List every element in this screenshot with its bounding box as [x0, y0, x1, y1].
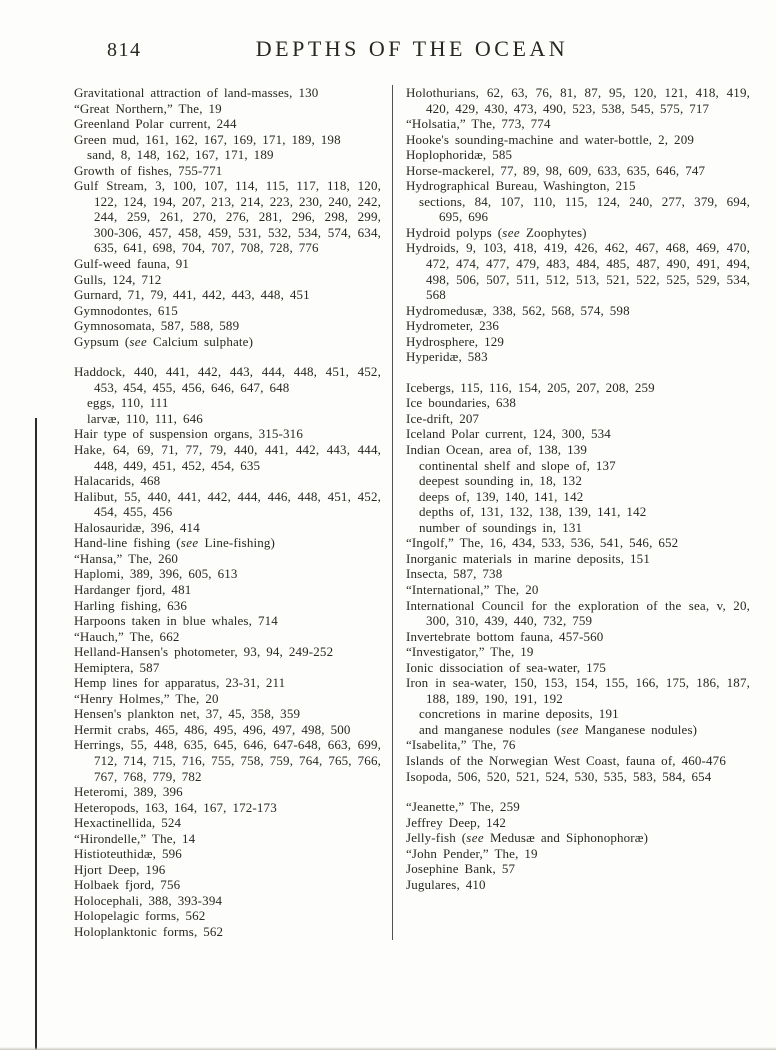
- index-column-left: [74, 85, 392, 940]
- index-entry: Holoplanktonic forms, 562: [74, 923, 224, 939]
- index-entry: Harling fishing, 636: [74, 597, 188, 613]
- index-entry: Isopoda, 506, 520, 521, 524, 530, 535, 583, 584, 654: [406, 768, 712, 784]
- index-subentry: and manganese nodules (see Manganese nodules): [419, 721, 698, 737]
- index-entry: Gulf-weed fauna, 91: [74, 256, 190, 272]
- index-subentry: number of soundings in, 131: [419, 519, 583, 535]
- index-entry: Jeffrey Deep, 142: [406, 814, 507, 830]
- index-entry: Halosauridæ, 396, 414: [74, 519, 200, 535]
- index-entry: “John Pender,” The, 19: [406, 845, 538, 861]
- index-entry: Halibut, 55, 440, 441, 442, 444, 446, 448, 451, 452, 454, 455, 456: [74, 488, 381, 520]
- index-entry: “Hirondelle,” The, 14: [74, 830, 196, 846]
- index-subentry: concretions in marine deposits, 191: [419, 706, 619, 722]
- index-entry: Jugulares, 410: [406, 876, 486, 892]
- index-entry: Helland-Hansen's photometer, 93, 94, 249-252: [74, 644, 334, 660]
- index-entry: Horse-mackerel, 77, 89, 98, 609, 633, 635, 646, 747: [406, 162, 706, 178]
- index-entry: Holocephali, 388, 393-394: [74, 892, 223, 908]
- index-entry: “Hauch,” The, 662: [74, 628, 180, 644]
- index-entry: Holothurians, 62, 63, 76, 81, 87, 95, 120, 121, 418, 419, 420, 429, 430, 473, 490, 523, 538, 545, 575, 717: [406, 85, 750, 116]
- index-subentry: deepest sounding in, 18, 132: [419, 473, 582, 489]
- index-subentry: deeps of, 139, 140, 141, 142: [419, 488, 584, 504]
- index-entry: Hake, 64, 69, 71, 77, 79, 440, 441, 442, 443, 444, 448, 449, 451, 452, 454, 635: [74, 442, 381, 473]
- index-entry: Hooke's sounding-machine and water-bottle, 2, 209: [406, 131, 695, 147]
- index-entry: Hydrosphere, 129: [406, 333, 505, 349]
- index-entry: Heteropods, 163, 164, 167, 172-173: [74, 799, 277, 815]
- index-entry: “Holsatia,” The, 773, 774: [406, 116, 551, 132]
- index-entry: Hand-line fishing (see Line-fishing): [74, 535, 276, 551]
- index-subentry: eggs, 110, 111: [87, 395, 169, 411]
- index-subentry: sections, 84, 107, 110, 115, 124, 240, 277, 379, 694, 695, 696: [419, 193, 750, 225]
- index-entry: “Jeanette,” The, 259: [406, 799, 520, 815]
- page-number: 814: [107, 39, 142, 61]
- index-entry: Hjort Deep, 196: [74, 861, 166, 877]
- page-header: [74, 36, 750, 68]
- index-subentry: continental shelf and slope of, 137: [419, 457, 616, 473]
- index-entry: Indian Ocean, area of, 138, 139: [406, 442, 588, 458]
- index-entry: Ice boundaries, 638: [406, 395, 517, 411]
- index-entry: Growth of fishes, 755-771: [74, 162, 223, 178]
- index-entry: Gulls, 124, 712: [74, 271, 162, 287]
- index-entry: Halacarids, 468: [74, 473, 161, 489]
- index-entry: Haddock, 440, 441, 442, 443, 444, 448, 451, 452, 453, 454, 455, 456, 646, 647, 648: [74, 364, 381, 395]
- index-entry: Holbaek fjord, 756: [74, 877, 181, 893]
- index-entry: Herrings, 55, 448, 635, 645, 646, 647-648, 663, 699, 712, 714, 715, 716, 755, 758, 759, 764, 765, 766, 767, 768, 779, 782: [74, 737, 381, 784]
- index-entry: Iron in sea-water, 150, 153, 154, 155, 166, 175, 186, 187, 188, 189, 190, 191, 192: [406, 675, 750, 706]
- index-entry: Hermit crabs, 465, 486, 495, 496, 497, 498, 500: [74, 721, 351, 737]
- index-entry: Hyperidæ, 583: [406, 349, 488, 365]
- index-entry: Hydroid polyps (see Zoophytes): [406, 224, 587, 240]
- index-entry: “International,” The, 20: [406, 581, 539, 597]
- index-entry: Gravitational attraction of land-masses, 130: [74, 85, 319, 100]
- index-entry: Greenland Polar current, 244: [74, 116, 237, 132]
- index-entry: Gulf Stream, 3, 100, 107, 114, 115, 117, 118, 120, 122, 124, 194, 207, 213, 214, 223, 230, 240, 242, 244, 259, 261, 270, 276, 281, 296, 298, 299, 300-306, 457, 458, 459, 531, 532, 534, 574, 634, 635, 641, 698, 704, 707, 708, 728, 776: [74, 178, 381, 256]
- index-entry: Ice-drift, 207: [406, 410, 480, 426]
- index-entry: Inorganic materials in marine deposits, 151: [406, 550, 650, 566]
- index-entry: “Henry Holmes,” The, 20: [74, 690, 219, 706]
- index-entry: Holopelagic forms, 562: [74, 908, 206, 924]
- index-entry: Hydromedusæ, 338, 562, 568, 574, 598: [406, 302, 630, 318]
- index-entry: Gypsum (see Calcium sulphate): [74, 333, 254, 349]
- index-columns: [74, 85, 750, 940]
- index-entry: “Isabelita,” The, 76: [406, 737, 516, 753]
- index-entry: Hydrographical Bureau, Washington, 215: [406, 178, 636, 194]
- index-entry: Jelly-fish (see Medusæ and Siphonophoræ): [406, 830, 649, 846]
- index-entry: Gurnard, 71, 79, 441, 442, 443, 448, 451: [74, 287, 310, 303]
- index-subentry: larvæ, 110, 111, 646: [87, 410, 203, 426]
- index-entry: Icebergs, 115, 116, 154, 205, 207, 208, 259: [406, 379, 655, 395]
- index-entry: “Great Northern,” The, 19: [74, 100, 222, 116]
- index-entry: “Investigator,” The, 19: [406, 644, 534, 660]
- index-entry: Iceland Polar current, 124, 300, 534: [406, 426, 611, 442]
- index-entry: “Ingolf,” The, 16, 434, 533, 536, 541, 546, 652: [406, 535, 679, 551]
- index-entry: Insecta, 587, 738: [406, 566, 503, 582]
- index-entry: Ionic dissociation of sea-water, 175: [406, 659, 607, 675]
- index-entry: Heteromi, 389, 396: [74, 784, 183, 800]
- index-column-right: [393, 85, 750, 940]
- index-entry: Hair type of suspension organs, 315-316: [74, 426, 303, 442]
- index-entry: International Council for the exploration of the sea, v, 20, 300, 310, 439, 440, 732, 759: [406, 597, 750, 629]
- index-entry: Gymnodontes, 615: [74, 302, 178, 318]
- page-title: DEPTHS OF THE OCEAN: [255, 36, 569, 61]
- index-entry: Josephine Bank, 57: [406, 861, 516, 877]
- scan-edge-line: [35, 418, 37, 1050]
- index-entry: Haplomi, 389, 396, 605, 613: [74, 566, 238, 582]
- index-entry: Hydroids, 9, 103, 418, 419, 426, 462, 467, 468, 469, 470, 472, 474, 477, 479, 483, 484, 485, 487, 490, 491, 494, 498, 506, 507, 511, 512, 513, 521, 522, 525, 529, 534, 568: [406, 240, 750, 303]
- index-entry: Hexactinellida, 524: [74, 815, 182, 831]
- index-entry: Gymnosomata, 587, 588, 589: [74, 318, 240, 334]
- index-entry: Histioteuthidæ, 596: [74, 846, 182, 862]
- index-subentry: sand, 8, 148, 162, 167, 171, 189: [87, 147, 274, 163]
- index-entry: Hydrometer, 236: [406, 318, 500, 334]
- index-entry: Hardanger fjord, 481: [74, 581, 192, 597]
- index-entry: Green mud, 161, 162, 167, 169, 171, 189, 198: [74, 131, 341, 147]
- index-entry: Hemiptera, 587: [74, 659, 160, 675]
- index-entry: Hemp lines for apparatus, 23-31, 211: [74, 675, 286, 691]
- index-subentry: depths of, 131, 132, 138, 139, 141, 142: [419, 504, 647, 520]
- index-entry: Hensen's plankton net, 37, 45, 358, 359: [74, 706, 301, 722]
- index-entry: Islands of the Norwegian West Coast, fauna of, 460-476: [406, 752, 726, 768]
- index-entry: Hoplophoridæ, 585: [406, 147, 513, 163]
- index-entry: “Hansa,” The, 260: [74, 550, 179, 566]
- index-entry: Harpoons taken in blue whales, 714: [74, 613, 278, 629]
- index-entry: Invertebrate bottom fauna, 457-560: [406, 628, 604, 644]
